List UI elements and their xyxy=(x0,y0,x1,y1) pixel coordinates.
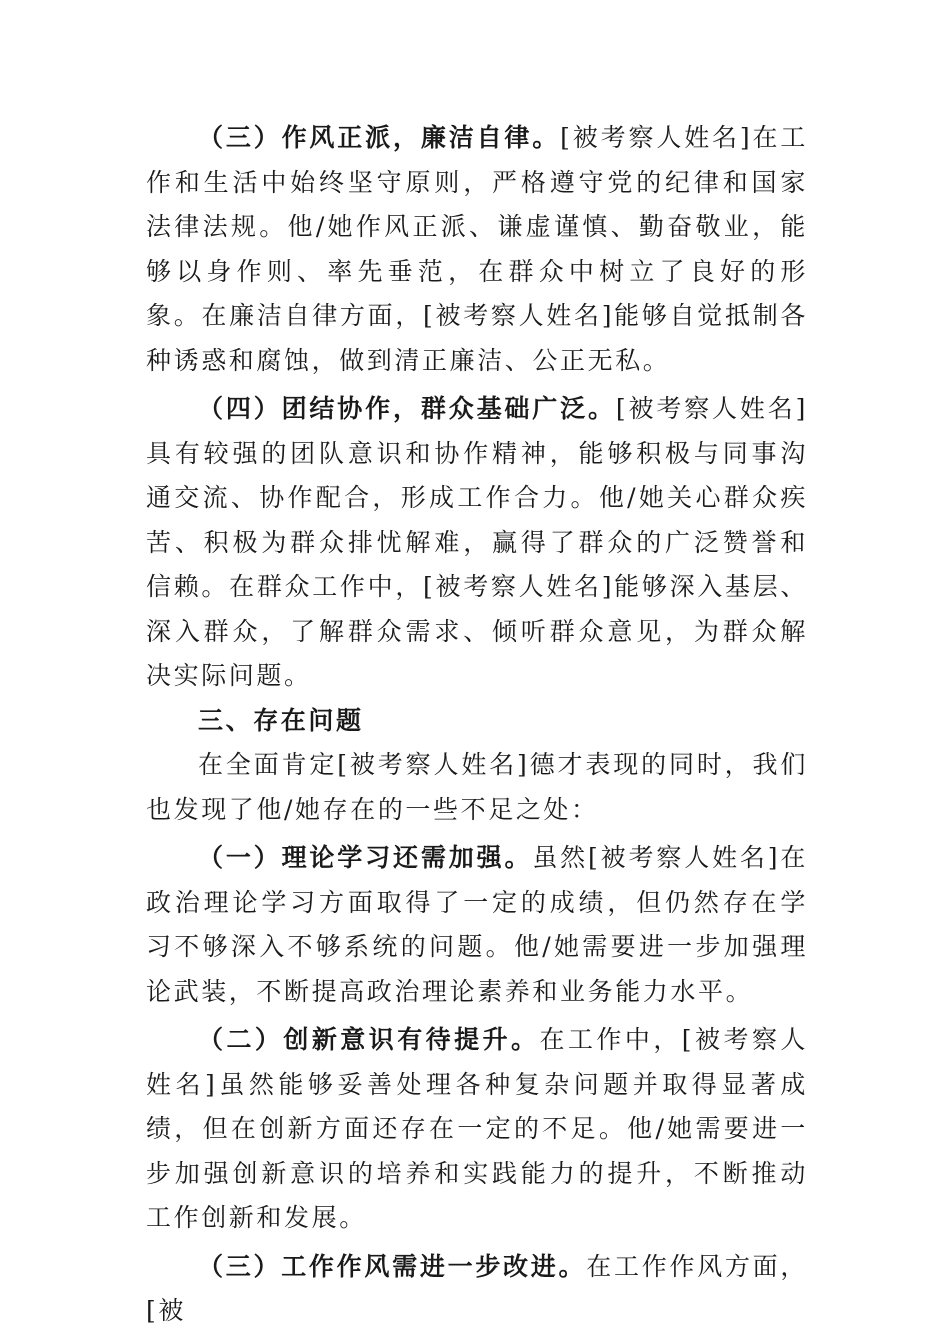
paragraph-innovation xyxy=(146,1018,808,1241)
paragraph-lead: （二）创新意识有待提升。 xyxy=(198,1025,540,1054)
section-intro: 在全面肯定[被考察人姓名]德才表现的同时，我们也发现了他/她存在的一些不足之处： xyxy=(146,750,808,824)
paragraph-body: 在工作中，[被考察人姓名]虽然能够妥善处理各种复杂问题并取得显著成绩，但在创新方面还存在一定的不足。他/她需要进一步加强创新意识的培养和实践能力的提升，不断推动工作创新和发展。 xyxy=(146,1025,808,1232)
paragraph-body: 在工作作风方面，[被 xyxy=(146,1251,808,1325)
section-heading: 三、存在问题 xyxy=(198,705,364,735)
paragraph-lead: （四）团结协作，群众基础广泛。 xyxy=(198,394,616,423)
paragraph-lead: （三）工作作风需进一步改进。 xyxy=(198,1251,587,1281)
paragraph-body: [被考察人姓名]具有较强的团队意识和协作精神，能够积极与同事沟通交流、协作配合，形成工作合力。他/她关心群众疾苦、积极为群众排忧解难，赢得了群众的广泛赞誉和信赖。在群众工作中，[被考察人姓名]能够深入基层、深入群众，了解群众需求、倾听群众意见，为群众解决实际问题。 xyxy=(146,394,808,690)
paragraph-integrity xyxy=(146,116,808,383)
paragraph-lead: （三）作风正派，廉洁自律。 xyxy=(198,123,561,152)
paragraph-body: 虽然[被考察人姓名]在政治理论学习方面取得了一定的成绩，但仍然存在学习不够深入不够系统的问题。他/她需要进一步加强理论武装，不断提高政治理论素养和业务能力水平。 xyxy=(146,843,809,1006)
paragraph-work-style xyxy=(146,1245,808,1334)
paragraph-body: [被考察人姓名]在工作和生活中始终坚守原则，严格遵守党的纪律和国家法律法规。他/她作风正派、谦虚谨慎、勤奋敬业，能够以身作则、率先垂范，在群众中树立了良好的形象。在廉洁自律方面，[被考察人姓名]能够自觉抵制各种诱惑和腐蚀，做到清正廉洁、公正无私。 xyxy=(146,123,808,375)
paragraph-teamwork xyxy=(146,387,808,699)
paragraph-lead: （一）理论学习还需加强。 xyxy=(198,843,533,872)
paragraph-theory-study xyxy=(146,836,808,1014)
document-page xyxy=(146,116,808,1334)
